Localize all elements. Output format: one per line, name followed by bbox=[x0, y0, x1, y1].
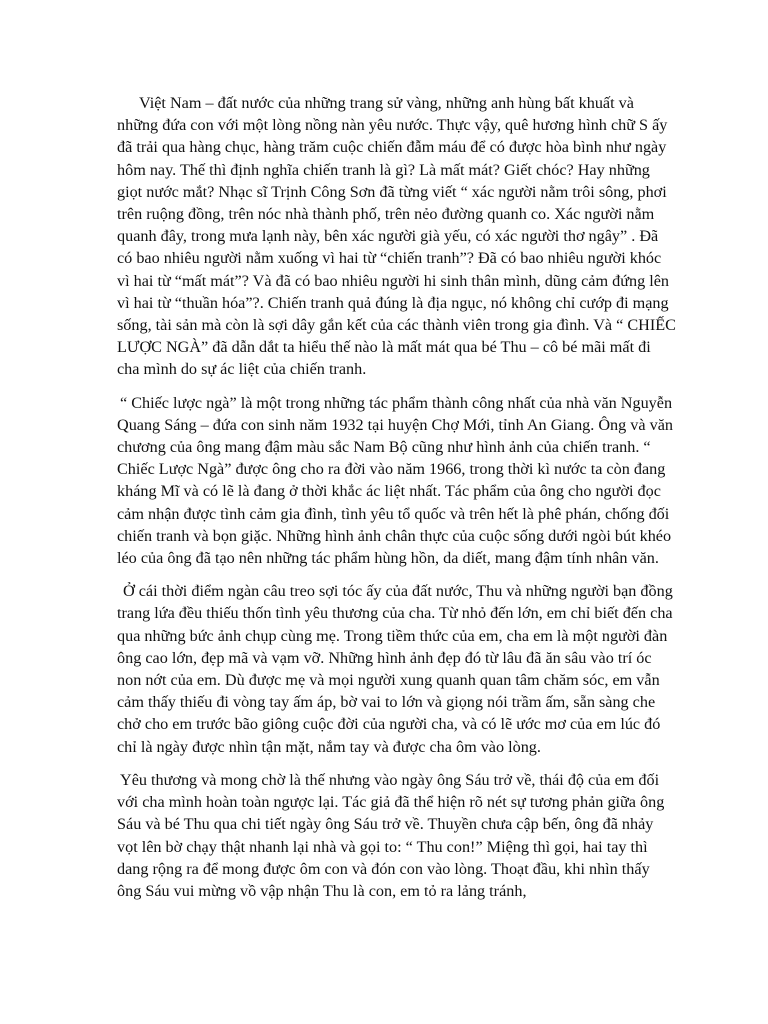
paragraph-author: “ Chiếc lược ngà” là một trong những tác phẩm thành công nhất của nhà văn Nguyễn Quang Sáng – đứa con sinh năm 1932 tại huyện Chợ Mới, tỉnh An Giang. Ông và văn chương của ông mang đậm màu sắc Nam Bộ cũng như hình ảnh của chiến tranh. “ Chiếc Lược Ngà” được ông cho ra đời vào năm 1966, trong thời kì nước ta còn đang kháng Mĩ và có lẽ là đang ở thời khắc ác liệt nhất. Tác phẩm của ông cho người đọc cảm nhận được tình cảm gia đình, tình yêu tổ quốc và trên hết là phê phán, chống đối chiến tranh và bọn giặc. Những hình ảnh chân thực của cuộc sống dưới ngòi bút khéo léo của ông đã tạo nên những tác phẩm hùng hồn, da diết, mang đậm tính nhân văn. bbox=[117, 393, 673, 568]
paragraph-intro: Việt Nam – đất nước của những trang sử vàng, những anh hùng bất khuất và những đứa con với một lòng nồng nàn yêu nước. Thực vậy, quê hương hình chữ S ấy đã trải qua hàng chục, hàng trăm cuộc chiến đẫm máu để có được hòa bình như ngày hôm nay. Thế thì định nghĩa chiến tranh là gì? Là mất mát? Giết chóc? Hay những giọt nước mắt? Nhạc sĩ Trịnh Công Sơn đã từng viết “ xác người nằm trôi sông, phơi trên ruộng đồng, trên nóc nhà thành phố, trên nẻo đường quanh co. Xác người nằm quanh đây, trong mưa lạnh này, bên xác người già yếu, có xác người thơ ngây” . Đã có bao nhiêu người nằm xuống vì hai từ “chiến tranh”? Đã có bao nhiêu người khóc vì hai từ “mất mát”? Và đã có bao nhiêu người hi sinh thân mình, dũng cảm đứng lên vì hai từ “thuần hóa”?. Chiến tranh quả đúng là địa ngục, nó không chỉ cướp đi mạng sống, tài sản mà còn là sợi dây gắn kết của các thành viên trong gia đình. Và “ CHIẾC LƯỢC NGÀ” đã dẫn dắt ta hiểu thế nào là mất mát qua bé Thu – cô bé mãi mất đi cha mình do sự ác liệt của chiến tranh. bbox=[117, 94, 676, 379]
paragraph-father-return: Yêu thương và mong chờ là thế nhưng vào ngày ông Sáu trở về, thái độ của em đối với cha mình hoàn toàn ngược lại. Tác giả đã thể hiện rõ nét sự tương phản giữa ông Sáu và bé Thu qua chi tiết ngày ông Sáu trở về. Thuyền chưa cập bến, ông đã nhảy vọt lên bờ chạy thật nhanh lại nhà và gọi to: “ Thu con!” Miệng thì gọi, hai tay thì dang rộng ra để mong được ôm con và đón con vào lòng. Thoạt đầu, khi nhìn thấy ông Sáu vui mừng vồ vập nhận Thu là con, em tỏ ra lảng tránh, bbox=[117, 770, 665, 900]
document-body bbox=[117, 92, 677, 913]
paragraph-thu-childhood: Ở cái thời điểm ngàn câu treo sợi tóc ấy của đất nước, Thu và những người bạn đồng trang lứa đều thiếu thốn tình yêu thương của cha. Từ nhỏ đến lớn, em chỉ biết đến cha qua những bức ảnh chụp cùng mẹ. Trong tiềm thức của em, cha em là một người đàn ông cao lớn, đẹp mã và vạm vỡ. Những hình ảnh đẹp đó từ lâu đã ăn sâu vào trí óc non nớt của em. Dù được mẹ và mọi người xung quanh quan tâm chăm sóc, em vẫn cảm thấy thiếu đi vòng tay ấm áp, bờ vai to lớn và giọng nói trầm ấm, sẵn sàng che chở cho em trước bão giông cuộc đời của người cha, và có lẽ ước mơ của em lúc đó chỉ là ngày được nhìn tận mặt, nắm tay và được cha ôm vào lòng. bbox=[117, 582, 673, 756]
